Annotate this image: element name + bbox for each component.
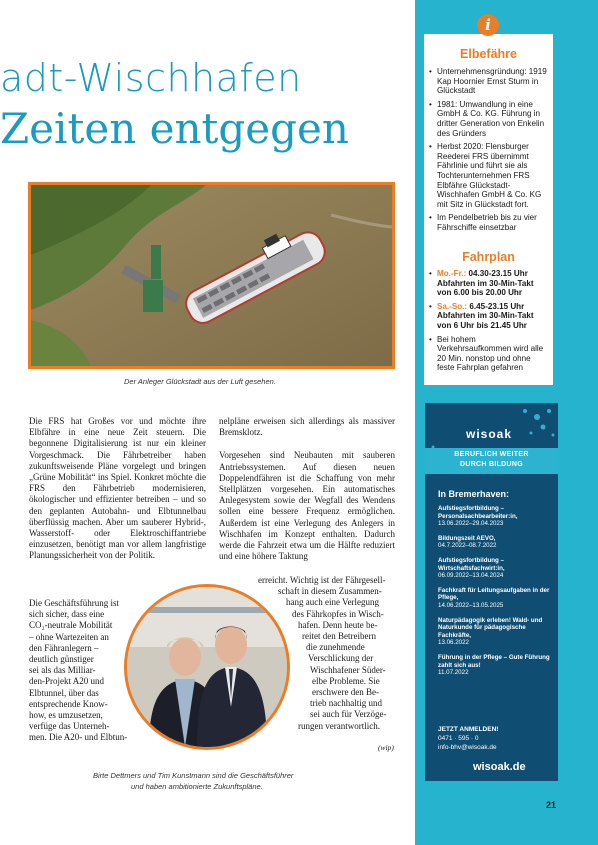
aerial-ferry-photo bbox=[28, 182, 395, 369]
ad-location: In Bremerhaven: bbox=[438, 489, 510, 499]
ad-course bbox=[438, 505, 556, 528]
article-paragraph: Vorgesehen sind Neubauten mit sauberen Antriebssystemen. Auf diesen neuen Doppelendfähren ist die Schaffung von mehr Stellplätzen vorgesehen. Ein automatisches Anlegesystem sowie der Wegfall des Wendens sollen eine bessere Frequenz ermöglichen. Außerdem ist eine Verlegung des Anlegers in Wischhafen im Konzept enthalten. Dadurch werde die Fahrzeit etwa um die Hälfte reduziert und eine höhere Taktung bbox=[219, 450, 395, 562]
aerial-ferry-illustration bbox=[31, 185, 392, 366]
schedule-text-weekend: 6.45-23.15 Uhr Abfahrten im 30-Min-Takt von 6 Uhr bis 21.45 Uhr bbox=[437, 301, 534, 330]
ad-course bbox=[438, 617, 556, 647]
ad-ribbon-line-2: DURCH BILDUNG bbox=[459, 461, 523, 468]
article-line: reitet den Betreibern bbox=[302, 631, 376, 642]
list-item: • 1981: Umwandlung in eine GmbH & Co. KG. Führung in dritter Generation von Enkelin des Gründers bbox=[429, 100, 550, 138]
article-column-1 bbox=[29, 416, 206, 562]
article-line: elbe Probleme. Sie bbox=[312, 675, 380, 686]
portrait-caption-line-1: Birte Dettmers und Tim Kunstmann sind die Geschäftsführer bbox=[93, 771, 294, 780]
article-line: Elbtunnel, über das bbox=[29, 687, 99, 698]
ad-course-date: 04.7.2022–08.7.2022 bbox=[438, 542, 497, 550]
ad-course-name: Führung in der Pflege – Gute Führung zahlt sich aus! bbox=[438, 653, 550, 669]
article-line: erreicht. Wichtig ist der Fährgesell- bbox=[258, 575, 386, 585]
article-line: sich sicher, dass eine bbox=[29, 609, 105, 620]
article-line: den-Projekt A20 und bbox=[29, 676, 104, 687]
article-column-2 bbox=[219, 416, 395, 562]
article-line: sei als das Milliar- bbox=[29, 665, 96, 676]
photo-caption: Der Anleger Glückstadt aus der Luft gesehen. bbox=[124, 377, 276, 386]
ad-course-name: Naturpädagogik erleben! Wald- und Naturkunde für pädagogische Fachkräfte, bbox=[438, 616, 543, 639]
ad-cta: JETZT ANMELDEN! bbox=[438, 726, 499, 733]
ad-course-name: Fachkraft für Leitungsaufgaben in der Pflege, bbox=[438, 586, 550, 602]
article-line: hang auch eine Verlegung bbox=[286, 597, 380, 608]
schedule-label-weekend: Sa.-So.: bbox=[437, 301, 468, 311]
article-paragraph: Die FRS hat Großes vor und möchte ihre Elbfähre in eine neue Zeit steuern. Die begonnene Digitalisierung ist nur ein kleiner Vorgeschmack. Die Fährbetreiber haben zukunftsweisende Pläne vorgelegt und bringen „Grüne Mobilität“ ins Spiel. Konkret möchte die FRS den Fährbetrieb modernisieren, ökologischer und effizienter betreiben – und so den geplanten Autobahn- und Elbtunnelbau überflüssig machen. Aber um sauberer Hybrid-, Wasserstoff- oder Elektroschiffantriebe einzusetzen, benötigt man vor allem langfristige Planungssicherheit von der Politik. bbox=[29, 416, 206, 561]
info-title-fahrplan: Fahrplan bbox=[462, 250, 515, 264]
article-line: verfüge das Unterneh- bbox=[29, 721, 110, 732]
wisoak-logo: wisoak bbox=[466, 427, 513, 441]
article-line: hafen. Denn heute be- bbox=[298, 619, 378, 630]
ad-course-name: Aufstiegsfortbildung – Personalsachbearbeiter:in, bbox=[438, 505, 518, 520]
ad-course-list bbox=[438, 505, 556, 684]
ad-course-date: 06.09.2022–13.04.2024 bbox=[438, 572, 504, 580]
ad-email[interactable]: info-bhv@wisoak.de bbox=[438, 744, 497, 751]
ad-url[interactable]: wisoak.de bbox=[473, 761, 526, 773]
article-line: die zunehmende bbox=[306, 642, 365, 653]
article-line: Verschlickung der bbox=[308, 653, 374, 664]
list-item: • Bei hohem Verkehrsaufkommen wird alle 20 Min. nonstop und ohne feste Fahrplan gefahren bbox=[429, 335, 550, 373]
article-line: deutlich günstiger bbox=[29, 654, 94, 665]
list-item: • Im Pendelbetrieb bis zu vier Fährschiffe einsetzbar bbox=[429, 213, 550, 232]
author-signature: (wip) bbox=[378, 743, 394, 752]
headline-line-1: adt-Wischhafen bbox=[0, 56, 302, 100]
headline-line-2: Zeiten entgegen bbox=[0, 104, 349, 153]
schedule-list bbox=[429, 269, 550, 377]
article-line: how, es umzusetzen, bbox=[29, 710, 103, 721]
ad-course-date: 13.06.2022 bbox=[438, 639, 469, 647]
portrait-caption-line-2: und haben ambitionierte Zukunftspläne. bbox=[131, 782, 263, 791]
ad-course-name: Bildungszeit AEVO, bbox=[438, 534, 496, 542]
ad-course-date: 14.06.2022–13.05.2025 bbox=[438, 601, 504, 609]
info-list bbox=[429, 67, 550, 237]
article-line: sei auch für Verzöge- bbox=[310, 709, 387, 720]
article-line: rungen verantwortlich. bbox=[298, 720, 380, 731]
portrait-illustration bbox=[127, 587, 287, 747]
ad-course bbox=[438, 535, 556, 550]
info-title-elbefaehre: Elbefähre bbox=[460, 47, 517, 61]
info-box bbox=[424, 34, 553, 385]
ad-course bbox=[438, 587, 556, 610]
ad-course-name: Aufstiegsfortbildung – Wirtschaftsfachwirt:in, bbox=[438, 556, 505, 572]
article-line: trieb nachhaltig und bbox=[310, 698, 382, 709]
schedule-label-weekday: Mo.-Fr.: bbox=[437, 269, 467, 278]
ad-course-date: 11.07.2022 bbox=[438, 669, 469, 677]
portrait-photo bbox=[124, 584, 290, 750]
ad-course-date: 13.06.2022–29.04.2023 bbox=[438, 520, 504, 528]
article-paragraph: nelpläne erweisen sich allerdings als massiver Bremsklotz. bbox=[219, 416, 395, 438]
article-line: CO₂-neutrale Mobilität bbox=[29, 620, 113, 631]
article-line: men. Die A20- und Elbtun- bbox=[29, 732, 128, 743]
wisoak-advertisement[interactable] bbox=[425, 403, 558, 781]
article-line: des Fährkopfes in Wisch- bbox=[292, 608, 384, 619]
list-item bbox=[429, 302, 550, 331]
list-item: • Herbst 2020: Flensburger Reederei FRS übernimmt Fährlinie und führt sie als Tochterunternehmen FRS Elbfähre Glückstadt-Wischhafen GmbH & Co. KG mit Sitz in Glückstadt fort. bbox=[429, 142, 550, 209]
article-line: entsprechende Know- bbox=[29, 698, 108, 709]
list-item bbox=[429, 269, 550, 298]
ad-course bbox=[438, 654, 556, 677]
article-line: schaft in diesem Zusammen- bbox=[278, 586, 382, 597]
schedule-text-weekday: 04.30-23.15 Uhr Abfahrten im 30-Min-Takt von 6.00 bis 20.00 Uhr bbox=[437, 269, 534, 298]
article-line: – ohne Wartezeiten an bbox=[29, 631, 109, 642]
ad-ribbon-line-1: BERUFLICH WEITER bbox=[454, 451, 529, 458]
ad-course bbox=[438, 557, 556, 580]
list-item: • Unternehmensgründung: 1919 Kap Hoornier Ernst Sturm in Glückstadt bbox=[429, 67, 550, 96]
ad-phone[interactable]: 0471 · 595 · 0 bbox=[438, 735, 479, 742]
article-line: Wischhafener Süder- bbox=[310, 664, 386, 675]
info-icon: i bbox=[477, 14, 499, 36]
article-line: den Fähranlegern – bbox=[29, 642, 99, 653]
article-line: Die Geschäftsführung ist bbox=[29, 598, 119, 608]
article-line: erschwere den Be- bbox=[312, 687, 379, 698]
page-number: 21 bbox=[546, 800, 557, 810]
